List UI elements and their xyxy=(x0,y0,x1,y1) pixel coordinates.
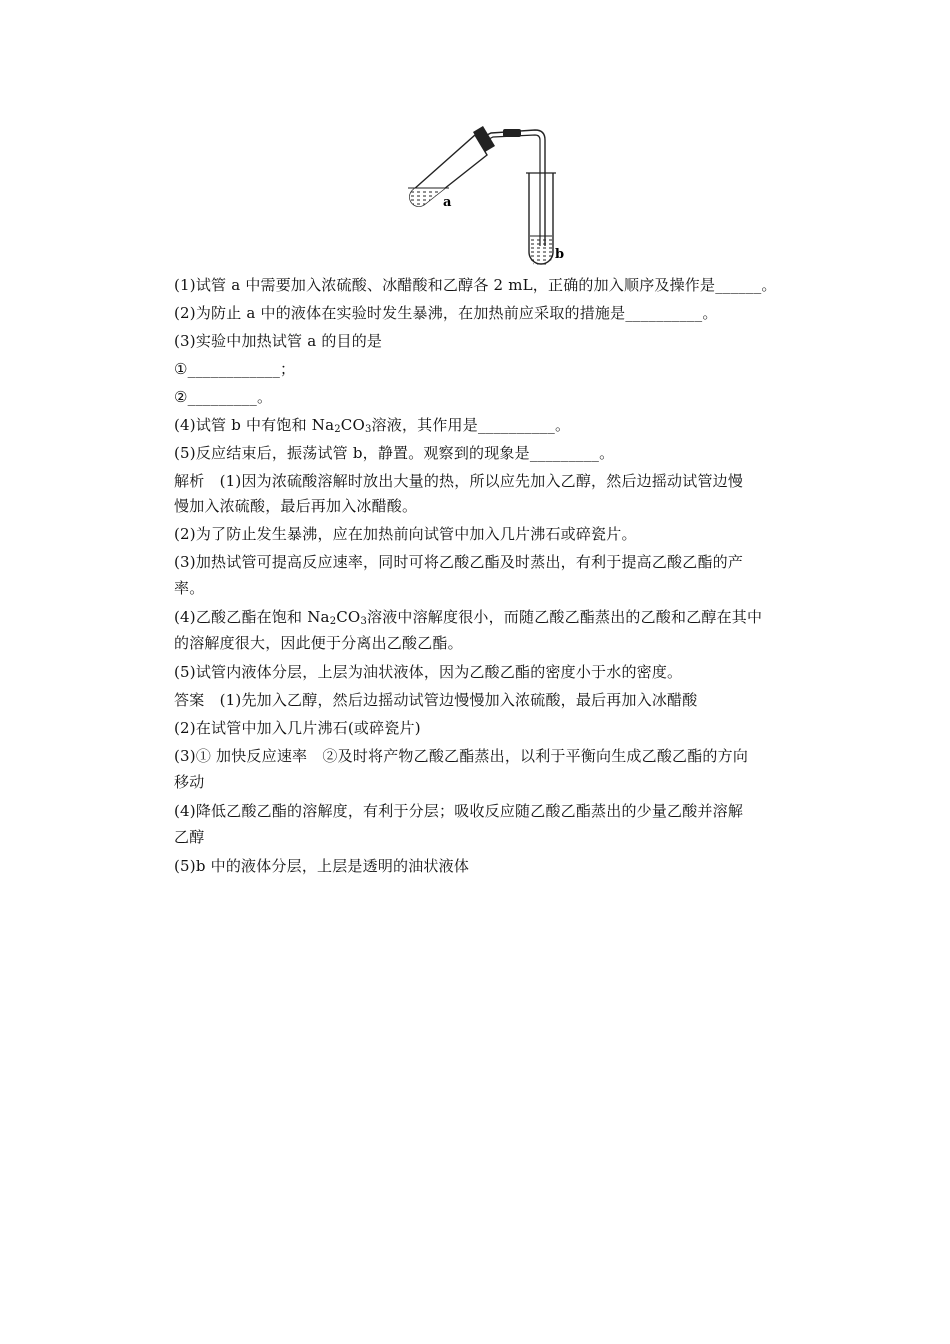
answer-line-7: (5)b 中的液体分层，上层是透明的油状液体 xyxy=(174,857,470,875)
question-3: (3)实验中加热试管 a 的目的是 xyxy=(174,332,383,350)
question-3-blank-2: ②_________。 xyxy=(174,388,273,406)
analysis-line-4: (3)加热试管可提高反应速率，同时可将乙酸乙酯及时蒸出，有利于提高乙酸乙酯的产 xyxy=(174,553,744,571)
analysis-line-1: 解析 (1)因为浓硫酸溶解时放出大量的热，所以应先加入乙醇，然后边摇动试管边慢 xyxy=(174,472,744,490)
answer-line-6: 乙醇 xyxy=(174,828,205,846)
analysis-line-5: 率。 xyxy=(174,579,205,597)
label-a: a xyxy=(443,195,452,210)
analysis-line-2: 慢加入浓硫酸，最后再加入冰醋酸。 xyxy=(174,497,418,515)
answer-line-5: (4)降低乙酸乙酯的溶解度，有利于分层；吸收反应随乙酸乙酯蒸出的少量乙酸并溶解 xyxy=(174,802,744,820)
analysis-line-6: (4)乙酸乙酯在饱和 $Na_2CO_3$溶液中溶解度很小，而随乙酸乙酯蒸出的乙酸和乙醇在其中 xyxy=(174,608,763,627)
experiment-apparatus-figure xyxy=(405,118,570,268)
question-3-blank-1: ①____________； xyxy=(174,360,296,378)
label-b: b xyxy=(555,247,565,262)
question-5: (5)反应结束后，振荡试管 b，静置。观察到的现象是_________。 xyxy=(174,444,615,462)
analysis-line-8: (5)试管内液体分层，上层为油状液体，因为乙酸乙酯的密度小于水的密度。 xyxy=(174,663,683,681)
question-1: (1)试管 a 中需要加入浓硫酸、冰醋酸和乙醇各 2 mL，正确的加入顺序及操作是______。 xyxy=(174,276,777,294)
answer-line-4: 移动 xyxy=(174,773,205,791)
answer-line-2: (2)在试管中加入几片沸石(或碎瓷片) xyxy=(174,719,421,737)
analysis-line-7: 的溶解度很大，因此便于分离出乙酸乙酯。 xyxy=(174,634,463,652)
question-2: (2)为防止 a 中的液体在实验时发生暴沸，在加热前应采取的措施是__________。 xyxy=(174,304,718,322)
analysis-line-3: (2)为了防止发生暴沸，应在加热前向试管中加入几片沸石或碎瓷片。 xyxy=(174,525,637,543)
test-tube-b xyxy=(526,173,556,267)
answer-line-3: (3)① 加快反应速率 ②及时将产物乙酸乙酯蒸出，以利于平衡向生成乙酸乙酯的方向 xyxy=(174,747,749,765)
question-4: (4)试管 b 中有饱和 $Na_2CO_3$溶液，其作用是__________。 xyxy=(174,416,571,435)
answer-line-1: 答案 (1)先加入乙醇，然后边摇动试管边慢慢加入浓硫酸，最后再加入冰醋酸 xyxy=(174,691,698,709)
